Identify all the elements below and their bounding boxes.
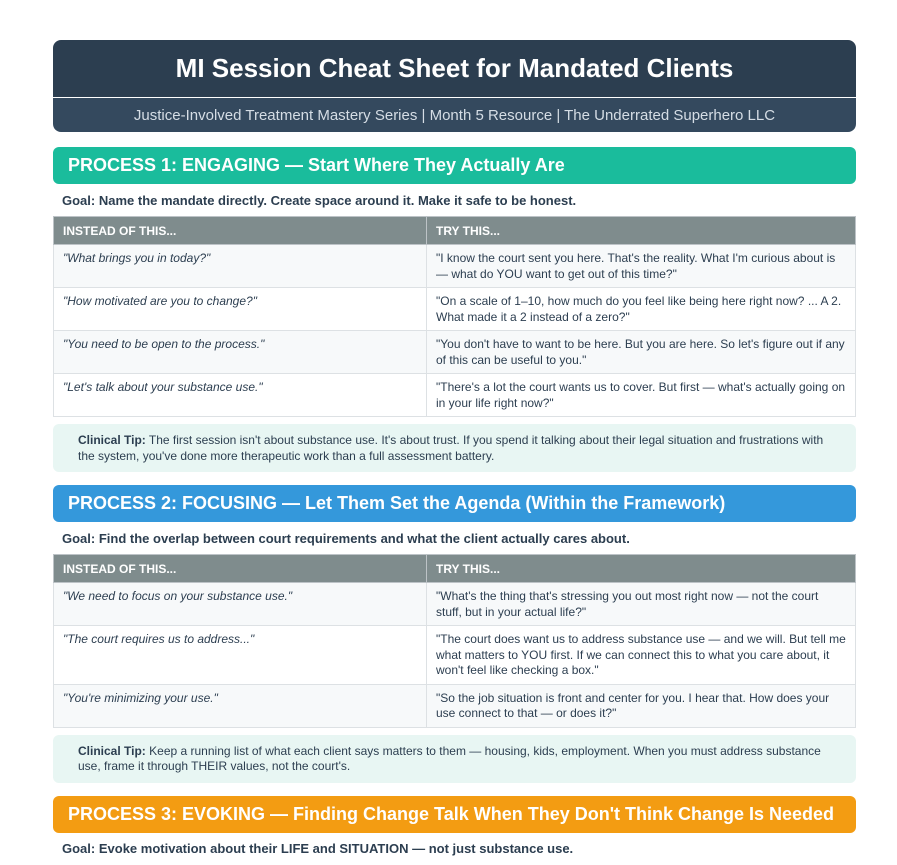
goal-text: Evoke motivation about their LIFE and SITUATION — not just substance use.: [98, 841, 574, 856]
try-cell: "On a scale of 1–10, how much do you feel like being here right now? ... A 2. What made it a 2 instead of a zero?": [427, 288, 856, 331]
table-header-row: [54, 217, 856, 245]
process-2-section: [53, 485, 856, 783]
instead-column-header: INSTEAD OF THIS...: [54, 555, 427, 583]
instead-cell: "The court requires us to address...": [54, 626, 427, 685]
process-3-goal: [53, 833, 856, 865]
process-1-section: [53, 147, 856, 472]
page-title: MI Session Cheat Sheet for Mandated Clients: [175, 53, 734, 83]
process-2-heading: PROCESS 2: FOCUSING — Let Them Set the Agenda (Within the Framework): [53, 485, 856, 522]
try-column-header: TRY THIS...: [427, 555, 856, 583]
process-3-heading: PROCESS 3: EVOKING — Finding Change Talk When They Don't Think Change Is Needed: [53, 796, 856, 833]
process-1-table: [53, 216, 856, 417]
tip-label: Clinical Tip:: [78, 743, 146, 758]
cheat-sheet-page: [53, 40, 856, 865]
process-2-table: [53, 554, 856, 728]
table-row: [54, 583, 856, 626]
tip-text: The first session isn't about substance use. It's about trust. If you spend it talking about their legal situation and frustrations with the system, you've done more therapeutic work than a full assessment battery.: [78, 433, 824, 463]
table-row: [54, 684, 856, 727]
tip-label: Clinical Tip:: [78, 433, 146, 447]
table-row: [54, 331, 856, 374]
instead-cell: "We need to focus on your substance use.": [54, 583, 427, 626]
process-1-clinical-tip: [53, 424, 856, 472]
instead-cell: "Let's talk about your substance use.": [54, 374, 427, 417]
process-1-goal: [53, 184, 856, 216]
process-2-goal: [53, 522, 856, 554]
instead-cell: "You're minimizing your use.": [54, 684, 427, 727]
try-column-header: TRY THIS...: [427, 217, 856, 245]
process-1-heading: PROCESS 1: ENGAGING — Start Where They Actually Are: [53, 147, 856, 184]
process-3-section: [53, 796, 856, 865]
table-row: [54, 245, 856, 288]
goal-text: Find the overlap between court requirements and what the client actually cares about.: [98, 530, 630, 546]
try-cell: "I know the court sent you here. That's the reality. What I'm curious about is — what do YOU want to get out of this time?": [427, 245, 856, 288]
goal-label: Goal:: [62, 841, 96, 856]
page-header: [53, 40, 856, 97]
page-subtitle: Justice-Involved Treatment Mastery Series | Month 5 Resource | The Underrated Superhero LLC: [53, 98, 856, 132]
instead-cell: "What brings you in today?": [54, 245, 427, 288]
instead-cell: "How motivated are you to change?": [54, 288, 427, 331]
goal-label: Goal:: [62, 192, 96, 208]
process-2-clinical-tip: [53, 735, 856, 783]
try-cell: "So the job situation is front and center for you. I hear that. How does your use connect to that — or does it?": [427, 684, 856, 727]
goal-label: Goal:: [62, 530, 96, 546]
table-row: [54, 288, 856, 331]
try-cell: "The court does want us to address substance use — and we will. But tell me what matters to YOU first. If we can connect this to what you care about, it won't feel like checking a box.": [427, 626, 856, 685]
try-cell: "There's a lot the court wants us to cover. But first — what's actually going on in your life right now?": [427, 374, 856, 417]
try-cell: "What's the thing that's stressing you out most right now — not the court stuff, but in your actual life?": [427, 583, 856, 626]
table-row: [54, 626, 856, 685]
try-cell: "You don't have to want to be here. But you are here. So let's figure out if any of this can be useful to you.": [427, 331, 856, 374]
instead-cell: "You need to be open to the process.": [54, 331, 427, 374]
goal-text: Name the mandate directly. Create space around it. Make it safe to be honest.: [98, 192, 577, 208]
table-row: [54, 374, 856, 417]
instead-column-header: INSTEAD OF THIS...: [54, 217, 427, 245]
table-header-row: [54, 555, 856, 583]
tip-text: Keep a running list of what each client says matters to them — housing, kids, employment. When you must address substance use, frame it through THEIR values, not the court's.: [78, 743, 821, 773]
